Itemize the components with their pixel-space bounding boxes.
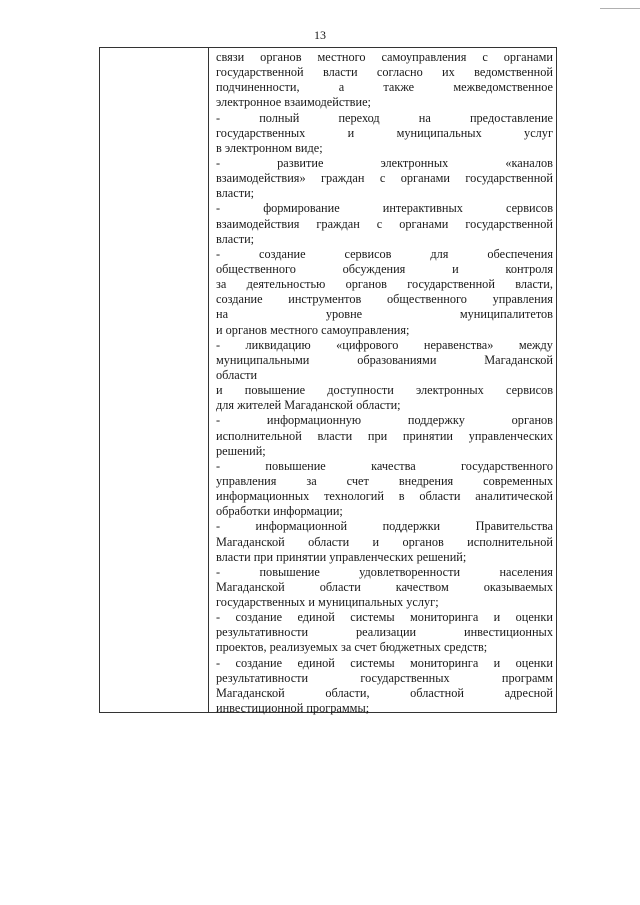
word: Магаданской <box>216 579 285 594</box>
table-left-column <box>100 48 209 712</box>
word: электронных <box>415 383 484 398</box>
word: единой <box>297 655 335 670</box>
text-line <box>216 247 553 262</box>
word: единой <box>297 610 335 625</box>
word: государственных <box>360 670 450 685</box>
word: доступности <box>327 383 394 398</box>
word: сервисов <box>344 246 392 261</box>
page-number: 13 <box>314 28 326 42</box>
word: общественного <box>216 261 296 276</box>
word: органов <box>345 277 387 292</box>
text-line: для жителей Магаданской области; <box>216 398 401 413</box>
word: поддержки <box>382 519 441 534</box>
word: подчиненности, <box>216 80 300 95</box>
word: счет <box>346 473 369 488</box>
text-line: электронное взаимодействие; <box>216 95 371 110</box>
text-line <box>216 338 553 353</box>
word: и <box>452 261 459 276</box>
word: мониторинга <box>410 655 479 670</box>
word: технологий <box>324 489 384 504</box>
word: создание <box>235 610 283 625</box>
word: результативности <box>216 625 309 640</box>
text-line <box>216 383 553 398</box>
word: - <box>216 337 221 352</box>
text-line <box>216 474 553 489</box>
text-line <box>216 156 553 171</box>
word: современных <box>483 473 553 488</box>
word: взаимодействия <box>216 216 300 231</box>
text-line <box>216 489 553 504</box>
word: сервисов <box>505 383 553 398</box>
word: общественного <box>387 292 467 307</box>
word: и <box>372 534 380 549</box>
word: граждан <box>316 216 360 231</box>
text-line: проектов, реализуемых за счет бюджетных средств; <box>216 640 488 655</box>
text-line <box>216 671 553 686</box>
word: государственной <box>465 171 553 186</box>
text-line: власти; <box>216 186 255 201</box>
word: сервисов <box>505 201 553 216</box>
word: оценки <box>515 610 553 625</box>
text-line <box>216 217 553 232</box>
word: - <box>216 610 221 625</box>
word: и <box>493 610 501 625</box>
word: населения <box>499 564 553 579</box>
text-line <box>216 656 553 671</box>
word: инструментов <box>288 292 362 307</box>
word: образованиями <box>357 352 437 367</box>
word: оценки <box>515 655 553 670</box>
text-line <box>216 686 553 701</box>
word: государственной <box>407 277 495 292</box>
text-line <box>216 625 553 640</box>
word: предоставление <box>469 110 553 125</box>
text-line: власти; <box>216 231 255 246</box>
word: полный <box>259 110 300 125</box>
word: местного <box>317 50 366 64</box>
word: - <box>216 458 221 473</box>
word: - <box>216 110 221 125</box>
word: власти <box>322 65 358 80</box>
document-table <box>99 47 557 716</box>
word: «цифрового <box>336 337 399 352</box>
word: создание <box>216 292 263 307</box>
text-line: инвестиционной программы; <box>216 701 370 716</box>
word: муниципальных <box>396 125 482 140</box>
word: за <box>216 277 227 292</box>
word: результативности <box>216 670 309 685</box>
word: - <box>216 246 221 261</box>
text-line: власти при принятии управленческих решений; <box>216 549 467 564</box>
word: органами <box>400 171 450 186</box>
word: поддержку <box>407 413 465 428</box>
word: Магаданской <box>216 534 285 549</box>
word: системы <box>350 655 395 670</box>
text-line <box>216 277 553 292</box>
word: муниципалитетов <box>459 307 553 322</box>
word: в <box>398 489 405 504</box>
word: с <box>376 216 383 231</box>
text-line: обработки информации; <box>216 504 343 519</box>
word: а <box>338 80 345 95</box>
word: исполнительной <box>216 428 302 443</box>
word: создание <box>259 246 306 261</box>
word: органов <box>260 50 302 64</box>
word: управления <box>492 292 553 307</box>
word: - <box>216 655 221 670</box>
text-line <box>216 459 553 474</box>
word: государственных <box>216 125 306 140</box>
word: самоуправления <box>381 50 467 64</box>
word: повышение <box>259 564 320 579</box>
word: - <box>216 413 221 428</box>
word: развитие <box>277 155 324 170</box>
table-content-cell <box>216 50 553 716</box>
word: программ <box>501 670 553 685</box>
word: - <box>216 155 221 170</box>
text-line <box>216 580 553 595</box>
word: межведомственное <box>453 80 553 95</box>
text-line: решений; <box>216 443 266 458</box>
word: области <box>308 534 350 549</box>
word: государственной <box>216 65 304 80</box>
word: внедрения <box>398 473 454 488</box>
word: - <box>216 564 221 579</box>
text-line <box>216 65 553 80</box>
word: органами <box>399 216 449 231</box>
word: муниципальными <box>216 352 310 367</box>
word: власти, <box>515 277 553 292</box>
word: государственной <box>465 216 553 231</box>
word: на <box>216 307 229 322</box>
word: контроля <box>505 261 553 276</box>
word: для <box>430 246 449 261</box>
text-line: и органов местного самоуправления; <box>216 322 410 337</box>
text-line <box>216 535 553 550</box>
text-line <box>216 610 553 625</box>
word: ликвидацию <box>245 337 311 352</box>
word: повышение <box>265 458 326 473</box>
word: области <box>319 579 361 594</box>
text-line: государственных и муниципальных услуг; <box>216 595 439 610</box>
word: управленческих <box>468 428 553 443</box>
scan-edge-mark <box>600 8 640 9</box>
word: создание <box>235 655 283 670</box>
word: и <box>216 383 223 398</box>
word: взаимодействия» <box>216 171 306 186</box>
word: за <box>306 473 317 488</box>
word: электронных <box>380 155 449 170</box>
text-line <box>216 262 553 277</box>
word: с <box>482 50 488 64</box>
word: «каналов <box>505 155 553 170</box>
word: государственного <box>461 458 553 473</box>
word: качеством <box>395 579 449 594</box>
word: - <box>216 519 221 534</box>
text-line <box>216 307 553 322</box>
word: органов <box>511 413 553 428</box>
word: при <box>367 428 388 443</box>
word: переход <box>338 110 380 125</box>
text-line <box>216 565 553 580</box>
word: на <box>418 110 431 125</box>
word: исполнительной <box>467 534 553 549</box>
word: органов <box>402 534 444 549</box>
word: - <box>216 201 221 216</box>
word: Магаданской <box>484 352 553 367</box>
word: управления <box>216 473 277 488</box>
word: Правительства <box>475 519 553 534</box>
text-line: области <box>216 367 258 382</box>
text-line <box>216 353 553 368</box>
word: неравенства» <box>423 337 494 352</box>
word: областной <box>410 685 464 700</box>
word: инвестиционных <box>464 625 553 640</box>
text-line <box>216 50 553 65</box>
word: их <box>442 65 455 80</box>
word: с <box>379 171 386 186</box>
word: области <box>419 489 461 504</box>
word: удовлетворенности <box>359 564 461 579</box>
text-line <box>216 111 553 126</box>
word: оказываемых <box>483 579 553 594</box>
word: аналитической <box>475 489 553 504</box>
text-line <box>216 126 553 141</box>
text-line <box>216 201 553 216</box>
word: связи <box>216 50 245 64</box>
word: качества <box>371 458 416 473</box>
word: принятии <box>402 428 454 443</box>
word: адресной <box>504 685 553 700</box>
word: информационной <box>255 519 348 534</box>
word: обеспечения <box>487 246 553 261</box>
text-line <box>216 519 553 534</box>
text-line <box>216 413 553 428</box>
word: области, <box>325 685 370 700</box>
word: граждан <box>321 171 365 186</box>
word: информационную <box>266 413 362 428</box>
text-line: в электронном виде; <box>216 140 323 155</box>
text-line <box>216 80 553 95</box>
word: согласно <box>376 65 423 80</box>
word: деятельностью <box>246 277 326 292</box>
word: и <box>493 655 501 670</box>
word: власти <box>317 428 353 443</box>
word: мониторинга <box>410 610 479 625</box>
word: услуг <box>524 125 553 140</box>
word: органами <box>503 50 553 64</box>
word: обсуждения <box>342 261 406 276</box>
word: системы <box>350 610 395 625</box>
word: между <box>518 337 553 352</box>
word: и <box>347 125 355 140</box>
text-line <box>216 171 553 186</box>
word: интерактивных <box>382 201 463 216</box>
text-line <box>216 292 553 307</box>
word: информационных <box>216 489 310 504</box>
word: формирование <box>263 201 340 216</box>
word: также <box>383 80 415 95</box>
word: ведомственной <box>474 65 553 80</box>
text-line <box>216 429 553 444</box>
word: реализации <box>356 625 417 640</box>
word: повышение <box>244 383 306 398</box>
word: Магаданской <box>216 685 285 700</box>
word: уровне <box>325 307 363 322</box>
